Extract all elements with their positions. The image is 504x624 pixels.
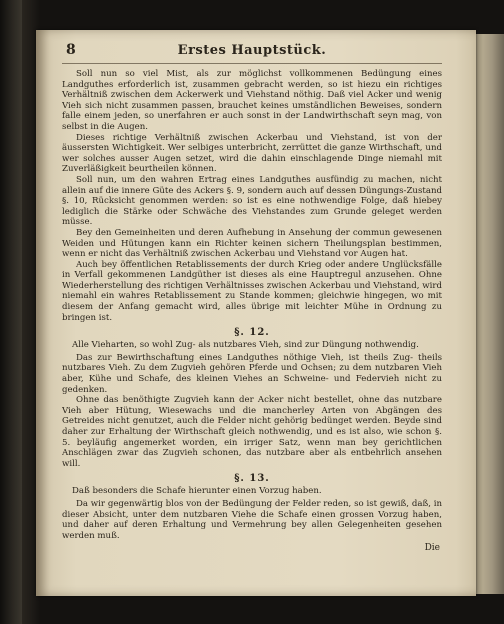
running-head: Erstes Hauptstück. — [177, 43, 327, 58]
paragraph: Das zur Bewirthschaftung eines Landguthes nöthige Vieh, ist theils Zug- theils nutzbares Vieh. Zu dem Zugvieh gehören Pferde und Ochsen; zu dem nutzbaren Vieh aber, Kühe und Schafe, des kleinen Viehes an Schweine- und Federvieh nicht zu gedenken. — [62, 352, 442, 395]
paragraph: Soll nun so viel Mist, als zur möglichst vollkommenen Bedüngung eines Landguthes erforderlich ist, zusammen gebracht werden, so ist hiezu ein richtiges Verhältniß zwischen dem Ackerwerk und Viehstand nöthig. Daß viel Acker und wenig Vieh sich nicht zusammen passen, brauchet keines umständlichen Beweises, sondern falle einem jeden, so unerfahren er auch sonst in der Landwirthschaft seyn mag, von selbst in die Augen. — [62, 69, 442, 132]
paragraph: Dieses richtige Verhältniß zwischen Ackerbau und Viehstand, ist von der äussersten Wichtigkeit. Wer selbiges unterbricht, zerrüttet die ganze Wirthschaft, und wer solches ausser Augen setzet, wird die dahin einschlagende Dinge niemahl mit Zuverläßigkeit beurtheilen können. — [62, 132, 442, 175]
facing-page-edge — [474, 34, 504, 594]
paragraph: Da wir gegenwärtig blos von der Bedüngung der Felder reden, so ist gewiß, daß, in dieser Absicht, unter dem nutzbaren Viehe die Schafe einen grossen Vorzug haben, und daher auf deren Erhaltung und Vermehrung bey allen Gelegenheiten gesehen werden muß. — [62, 498, 442, 541]
paragraph: Auch bey öffentlichen Retablissements der durch Krieg oder andere Unglücksfälle in Verfall gekommenen Landgüther ist dieses als eine Hauptregul anzusehen. Ohne Wiederherstellung des richtigen Verhältnisses zwischen Ackerbau und Viehstand, wird niemahl ein wahres Retablissement zu Stande kommen; gleichwie hingegen, wo mit diesem der Anfang gemacht wird, alles übrige mit leichter Mühe in Ordnung zu bringen ist. — [62, 259, 442, 323]
paragraph: Bey den Gemeinheiten und deren Aufhebung in Ansehung der commun gewesenen Weiden und Hütungen kann ein Richter keinen sichern Theilungsplan bestimmen, wenn er nicht das Verhältniß zwischen Ackerbau und Viehstand vor Augen hat. — [62, 227, 442, 260]
header-rule — [62, 63, 442, 64]
book-cover-edge — [0, 0, 22, 624]
section-summary-12: Alle Vieharten, so wohl Zug- als nutzbares Vieh, sind zur Düngung nothwendig. — [72, 340, 419, 351]
paragraph: Ohne das benöthigte Zugvieh kann der Acker nicht bestellet, ohne das nutzbare Vieh aber Hütung, Wiesewachs und die mancherley Arten von Abgängen des Getreides nicht genutzet, auch die Felder nicht gehörig bedünget werden. Beyde sind daher zur Erhaltung der Wirthschaft gleich nothwendig, und es ist also, wie schon §. 5. beyläufig angemerket worden, ein irriger Satz, wenn man bey gerichtlichen Anschlägen zwar das Zugvieh schonen, das nutzbare aber als entbehrlich ansehen will. — [62, 395, 442, 469]
section-heading-12: §. 12. — [234, 327, 270, 339]
section-heading-13: §. 13. — [234, 473, 270, 485]
page-number: 8 — [66, 42, 76, 58]
page-text-block — [62, 40, 442, 590]
page-header — [62, 40, 442, 62]
catchword: Die — [424, 543, 440, 554]
paragraph: Soll nun, um den wahren Ertrag eines Landguthes ausfündig zu machen, nicht allein auf die innere Güte des Ackers §. 9, sondern auch auf dessen Düngungs-Zustand §. 10, Rücksicht genommen werden: so ist es eine nothwendige Folge, daß hiebey lediglich die Stärke oder Schwäche des Viehstandes zum Grunde geleget werden müsse. — [62, 174, 442, 228]
section-summary-13: Daß besonders die Schafe hierunter einen Vorzug haben. — [72, 486, 322, 497]
